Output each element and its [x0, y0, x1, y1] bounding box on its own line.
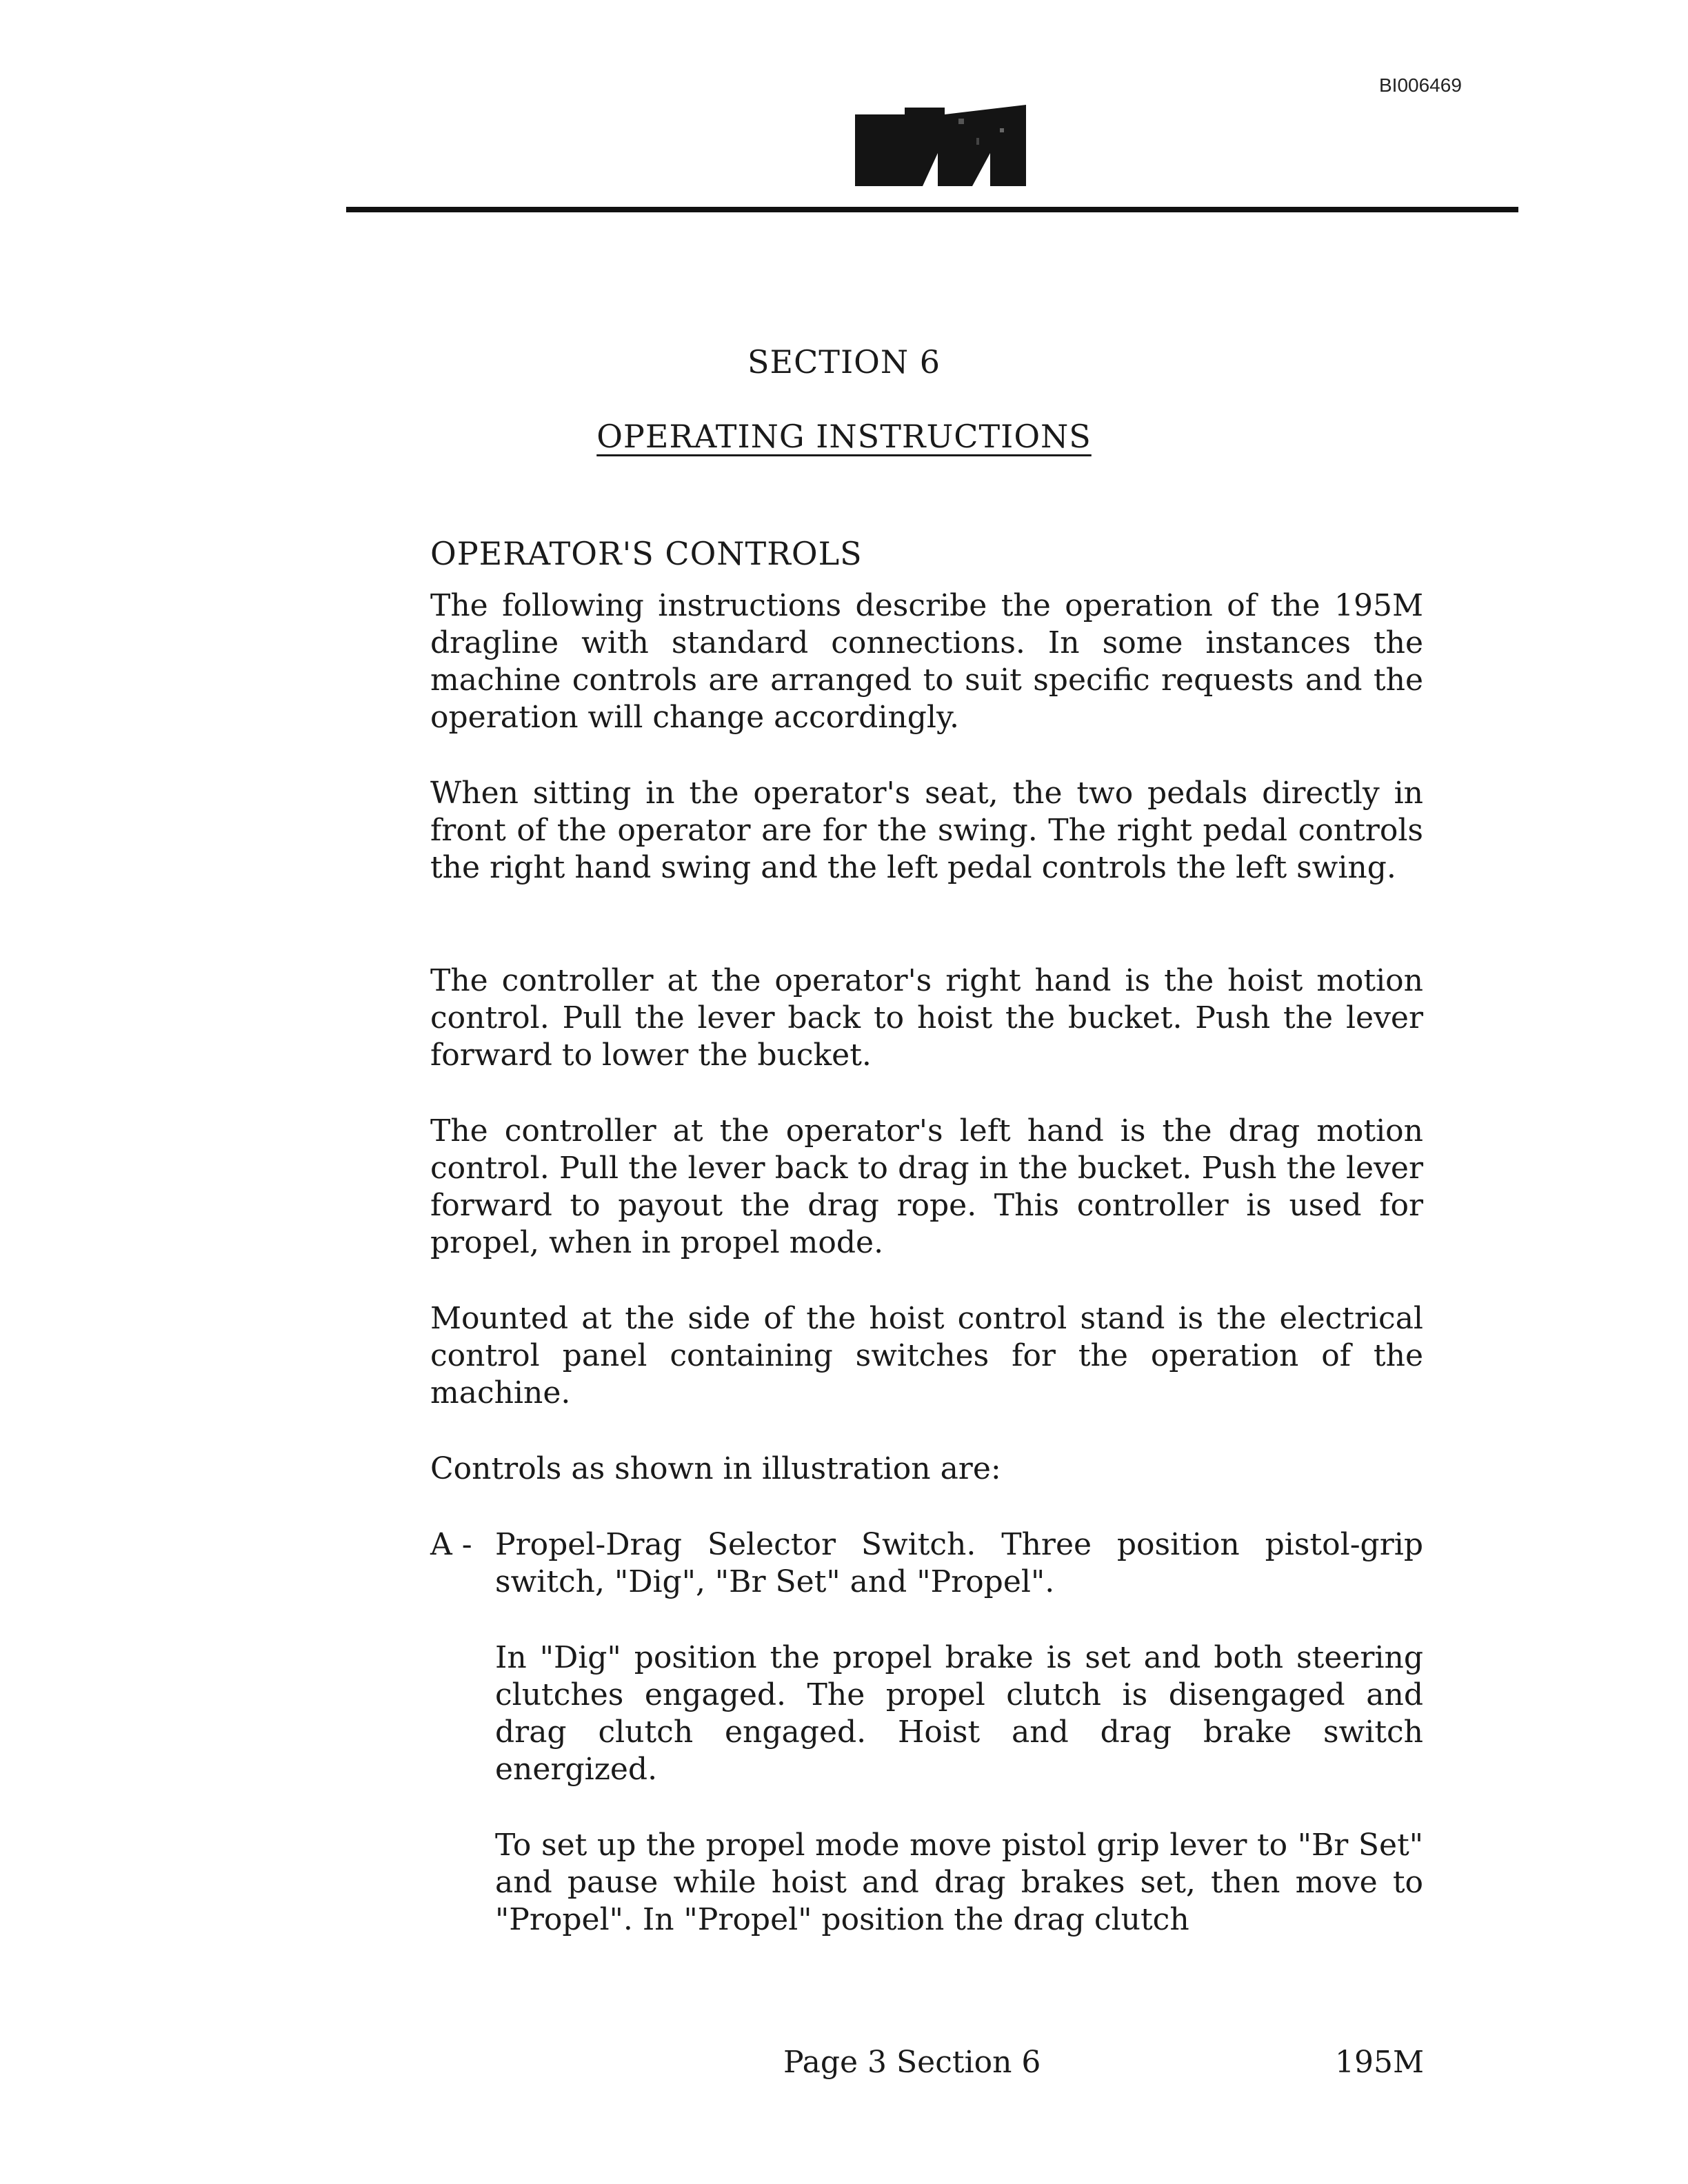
section-number: SECTION 6	[747, 343, 941, 381]
paragraph-dig-position: In "Dig" position the propel brake is set and both steering clutches engaged. The propel clutch is disengaged and drag clutch engaged. Hoist and drag brake switch energized.	[495, 1640, 1423, 1787]
section-title	[0, 418, 1688, 455]
list-item-a-text: Propel-Drag Selector Switch. Three position pistol-grip switch, "Dig", "Br Set" and "Propel".	[495, 1527, 1423, 1599]
paragraph-electrical-panel: Mounted at the side of the hoist control stand is the electrical control panel containing switches for the operation of the machine.	[430, 1301, 1423, 1410]
footer-page-number: Page 3 Section 6	[783, 2045, 1041, 2080]
paragraph-drag-control: The controller at the operator's left hand is the drag motion control. Pull the lever back to drag in the bucket. Push the lever forward to payout the drag rope. This controller is used for propel, when in propel mode.	[430, 1113, 1423, 1260]
document-id: BI006469	[1379, 74, 1462, 96]
paragraph-hoist-control: The controller at the operator's right hand is the hoist motion control. Pull the lever back to hoist the bucket. Push the lever forward to lower the bucket.	[430, 963, 1423, 1073]
company-logo	[855, 105, 1026, 186]
paragraph-swing-pedals: When sitting in the operator's seat, the two pedals directly in front of the operator are for the swing. The right pedal controls the right hand swing and the left pedal controls the left swing.	[430, 776, 1423, 885]
section-title-text: OPERATING INSTRUCTIONS	[596, 418, 1092, 455]
paragraph-controls-intro: Controls as shown in illustration are:	[430, 1451, 1001, 1486]
paragraph-propel-mode: To set up the propel mode move pistol grip lever to "Br Set" and pause while hoist and drag brakes set, then move to "Propel". In "Propel" position the drag clutch	[495, 1828, 1423, 1937]
paragraph-intro: The following instructions describe the operation of the 195M dragline with standard connections. In some instances the machine controls are arranged to suit specific requests and the operation will change accordingly.	[430, 588, 1423, 735]
list-item-a-marker: A -	[430, 1527, 472, 1562]
section-heading: OPERATOR'S CONTROLS	[430, 535, 863, 572]
footer-model: 195M	[1335, 2045, 1425, 2080]
header-rule	[346, 207, 1518, 212]
